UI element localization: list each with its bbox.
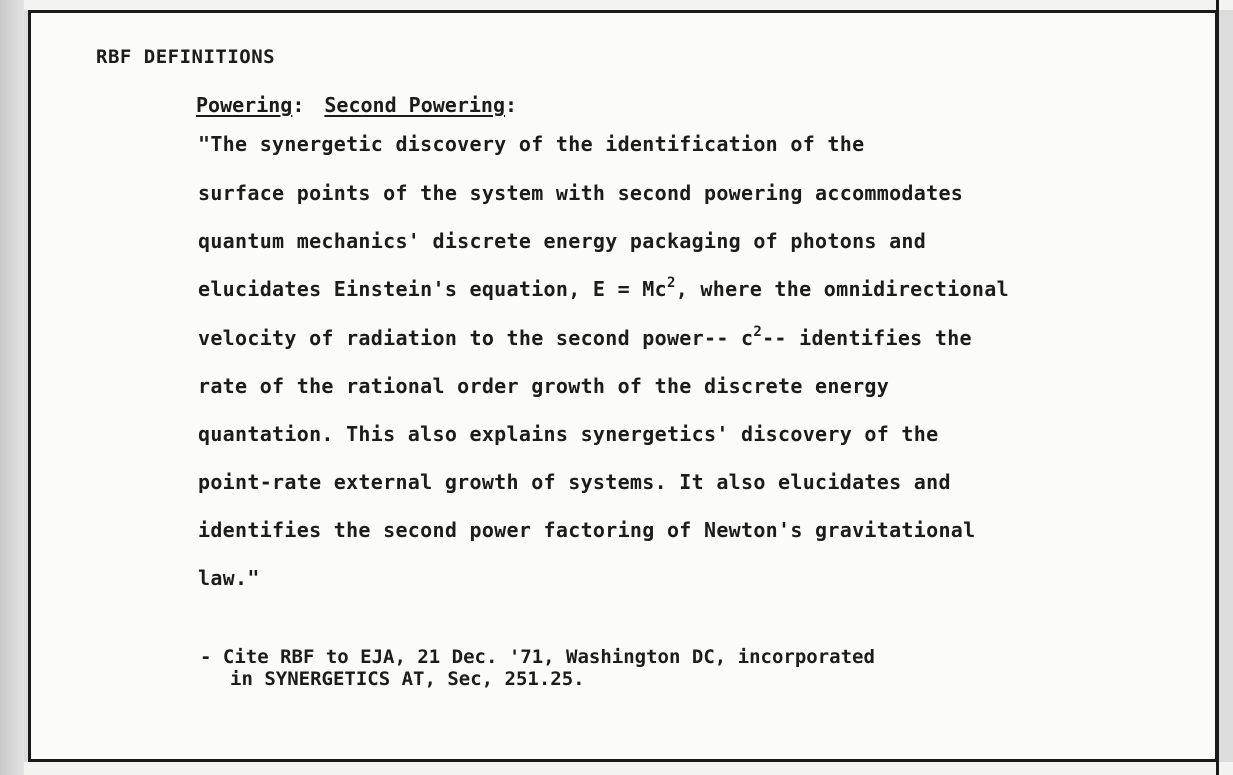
quote-line: identifies the second power factoring of Newton's gravitational — [198, 518, 976, 542]
definition-subhead — [196, 93, 517, 117]
card-right-rule — [1216, 0, 1219, 775]
quote-line: elucidates Einstein's equation, $E = Mc^2$, where the omnidirectional — [198, 275, 1009, 301]
quote-line: "The synergetic discovery of the identification of the — [198, 132, 865, 156]
citation — [200, 646, 875, 690]
subterm-label: Second Powering — [324, 93, 505, 117]
scan-margin — [0, 0, 24, 775]
card-heading: RBF DEFINITIONS — [96, 46, 276, 68]
superscript-two: 2 — [666, 275, 676, 291]
quote-line: quantum mechanics' discrete energy packaging of photons and — [198, 229, 927, 253]
term-label: Powering — [196, 93, 293, 117]
quote-line: law." — [198, 566, 260, 590]
quote-line: velocity of radiation to the second power-- $c^2--$ identifies the — [198, 324, 972, 350]
quote-line: surface points of the system with second powering accommodates — [198, 181, 964, 205]
quote-line: quantation. This also explains synergetics' discovery of the — [198, 422, 939, 446]
citation-line-1: - Cite RBF to EJA, 21 Dec. '71, Washington DC, incorporated — [200, 646, 875, 668]
subterm-colon: : — [505, 93, 518, 117]
quote-line: point-rate external growth of systems. It also elucidates and — [198, 470, 951, 494]
term-colon: : — [292, 93, 305, 117]
quote-line: rate of the rational order growth of the discrete energy — [198, 374, 890, 398]
card-bottom-strip — [24, 762, 1233, 775]
superscript-two: 2 — [753, 324, 763, 340]
card-top-strip — [24, 0, 1233, 10]
citation-line-2: in SYNERGETICS AT, Sec, 251.25. — [230, 668, 585, 690]
